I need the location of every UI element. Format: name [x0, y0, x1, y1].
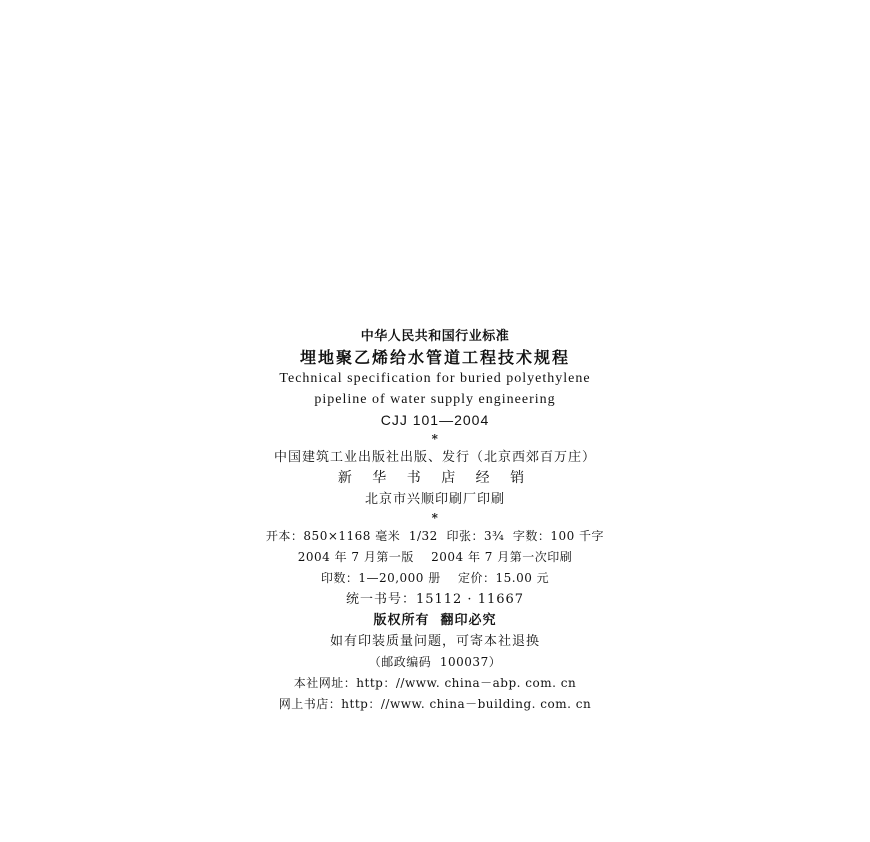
format-info: 开本：850×1168 毫米 1/32 印张：3¾ 字数：100 千字: [265, 529, 605, 543]
online-bookstore: 网上书店：http：//www. china－building. com. cn: [278, 697, 592, 711]
separator-asterisk: *: [431, 432, 439, 446]
standard-series: 中华人民共和国行业标准: [360, 329, 510, 344]
publisher-info: 中国建筑工业出版社出版、发行（北京西郊百万庄）: [273, 450, 596, 465]
book-number: 统一书号：15112 · 11667: [345, 592, 525, 607]
edition-info: 2004 年 7 月第一版 2004 年 7 月第一次印刷: [297, 550, 573, 564]
publisher-website: 本社网址：http：//www. china－abp. com. cn: [293, 676, 577, 690]
colophon-block: [0, 327, 870, 716]
standard-code: CJJ 101—2004: [380, 412, 490, 428]
print-run-and-price: 印数：1—20,000 册 定价：15.00 元: [320, 571, 550, 585]
title-english-line-2: pipeline of water supply engineering: [314, 392, 556, 407]
printer-info: 北京市兴顺印刷厂印刷: [364, 492, 505, 507]
separator-asterisk: *: [431, 511, 439, 525]
title-english-line-1: Technical specification for buried polyethylene: [279, 371, 591, 386]
copyright-notice: 版权所有 翻印必究: [373, 613, 497, 628]
postcode-info: （邮政编码 100037）: [368, 655, 502, 669]
distributor-info: 新 华 书 店 经 销: [337, 470, 533, 486]
return-notice: 如有印装质量问题，可寄本社退换: [329, 634, 540, 649]
title-chinese: 埋地聚乙烯给水管道工程技术规程: [299, 348, 570, 367]
